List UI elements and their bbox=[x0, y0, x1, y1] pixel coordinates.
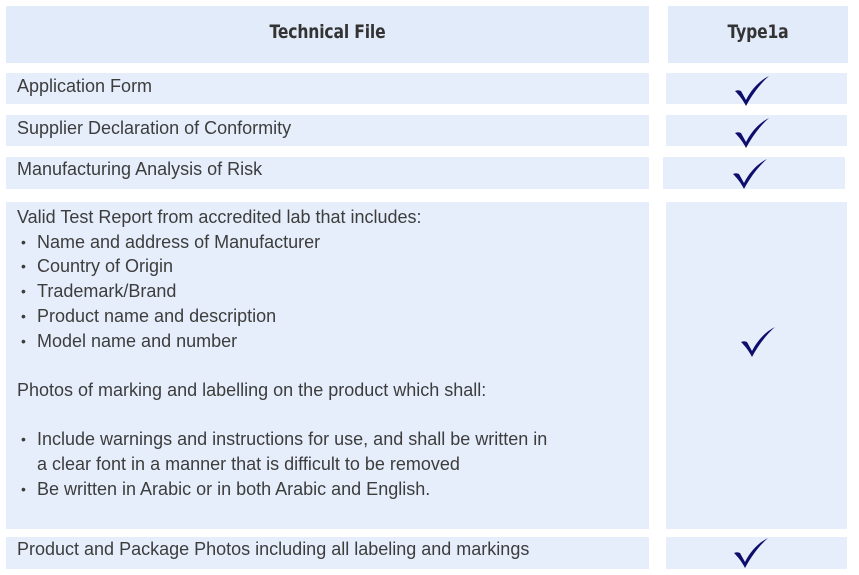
bullet-icon: • bbox=[21, 233, 26, 250]
row-label: Product and Package Photos including all labeling and markings bbox=[17, 539, 530, 559]
row-supplier-declaration bbox=[6, 115, 649, 146]
bullet-icon: • bbox=[21, 480, 26, 497]
photos-intro: Photos of marking and labelling on the product which shall: bbox=[17, 379, 487, 400]
row-application-form-status bbox=[666, 73, 847, 104]
checkmark-icon bbox=[732, 158, 768, 190]
bullet-icon: • bbox=[21, 258, 26, 275]
test-report-intro: Valid Test Report from accredited lab that includes: bbox=[17, 207, 422, 227]
row-product-package-photos-status bbox=[666, 537, 847, 569]
row-manufacturing-analysis bbox=[6, 157, 649, 189]
header-type1a: Type1a bbox=[727, 21, 789, 43]
checkmark-icon bbox=[734, 117, 770, 149]
row-manufacturing-analysis-status bbox=[663, 157, 845, 189]
bullet-icon: • bbox=[21, 332, 26, 349]
row-test-report bbox=[6, 202, 649, 529]
row-label: Supplier Declaration of Conformity bbox=[17, 118, 292, 138]
test-report-bullets bbox=[17, 230, 547, 354]
row-test-report-status bbox=[666, 202, 847, 529]
photos-bullets bbox=[17, 427, 547, 501]
list-item: • Product name and description bbox=[17, 304, 547, 329]
bullet-icon: • bbox=[21, 283, 26, 300]
checkmark-icon bbox=[734, 75, 770, 107]
list-item: • Include warnings and instructions for use, and shall be written in bbox=[17, 427, 547, 452]
row-label: Application Form bbox=[17, 76, 153, 96]
list-item: • Be written in Arabic or in both Arabic and English. bbox=[17, 477, 547, 502]
test-report-content bbox=[17, 205, 547, 501]
row-product-package-photos bbox=[6, 537, 649, 569]
list-item: • Model name and number bbox=[17, 329, 547, 354]
row-supplier-declaration-status bbox=[666, 115, 847, 146]
row-label: Manufacturing Analysis of Risk bbox=[17, 159, 263, 179]
list-item: • Trademark/Brand bbox=[17, 279, 547, 304]
checkmark-icon bbox=[733, 537, 769, 569]
row-application-form bbox=[6, 73, 649, 104]
checkmark-icon bbox=[740, 326, 776, 358]
list-item: • Name and address of Manufacturer bbox=[17, 230, 547, 255]
list-item-continuation: a clear font in a manner that is difficult to be removed bbox=[37, 454, 460, 474]
bullet-icon: • bbox=[21, 307, 26, 324]
bullet-icon: • bbox=[21, 431, 26, 448]
list-item: • Country of Origin bbox=[17, 254, 547, 279]
header-type1a-cell bbox=[668, 6, 848, 63]
header-technical-file: Technical File bbox=[269, 21, 386, 43]
header-technical-file-cell bbox=[6, 6, 649, 63]
